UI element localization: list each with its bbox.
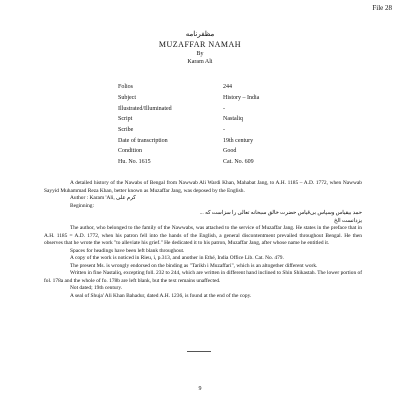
metadata-row — [118, 103, 328, 114]
urdu-title: مظفرنامه — [185, 30, 215, 38]
metadata-row — [118, 82, 328, 93]
metadata-label: Script — [118, 116, 133, 123]
page-number: 9 — [198, 386, 202, 392]
metadata-value: Good — [223, 148, 237, 155]
metadata-label: Illustrated/Illuminated — [118, 105, 172, 112]
author-name: Karam Ali — [187, 59, 213, 65]
beginning-text-end: یزدانست الخ — [334, 217, 362, 224]
metadata-label: Scribe — [118, 127, 134, 134]
metadata-value: - — [223, 105, 225, 112]
date-note: Not dated; 19th century. — [70, 285, 123, 291]
metadata-label: Hu. No. 1615 — [118, 159, 151, 166]
beginning-label: Beginning: — [70, 202, 94, 209]
metadata-value: History – India — [223, 95, 260, 102]
beginning-text: حمد بیقیاس وسپاس بی‌قیاس حضرت خالق سبحانه تعالی را سزاست که ... — [199, 210, 362, 216]
file-number: File 28 — [372, 4, 392, 12]
metadata-value: Cat. No. 609 — [223, 159, 254, 166]
metadata-row — [118, 157, 328, 168]
metadata-value: 244 — [223, 84, 232, 91]
copies-note: A copy of the work is noticed in Rieu, i, p.313, and another in Ethé, India Office Lib. Cat. No. 479. — [70, 255, 284, 261]
metadata-label: Date of transcription — [118, 137, 168, 144]
headings-note: Spaces for headings have been left blank throughout. — [70, 247, 185, 254]
metadata-row — [118, 114, 328, 125]
description-body — [44, 180, 362, 300]
metadata-row — [118, 125, 328, 136]
section-divider — [187, 351, 211, 352]
metadata-table — [118, 82, 328, 168]
metadata-row — [118, 135, 328, 146]
metadata-row — [118, 93, 328, 104]
metadata-row — [118, 146, 328, 157]
seal-note: A seal of Shuja' Ali Khan Bahadur, dated A.H. 1236, is found at the end of the copy. — [70, 292, 252, 299]
metadata-label: Folios — [118, 84, 134, 91]
metadata-value: - — [223, 127, 225, 134]
metadata-value: Nastaliq — [223, 116, 243, 123]
document-title: MUZAFFAR NAMAH — [158, 40, 242, 49]
metadata-value: 19th century — [223, 137, 254, 144]
by-label: By — [196, 51, 204, 57]
metadata-label: Subject — [118, 95, 136, 102]
script-note: Written in fine Nastaliq, excepting foll. 232 to 244, which are written in different hand inclined to Shin Shikastah. The lower portion of fol. 178a and the whole of fo. 178b are left blank, but the text remains unaffected. — [44, 270, 362, 284]
summary-paragraph: A detailed history of the Nawabs of Bengal from Nawwab Ali Wardi Khan, Mahabat Jang, to A.H. 1185 – A.D. 1772, when Nawwab Sayyid Muhammad Reza Khan, better known as Muzaffar Jang, was deposed by the English. — [44, 180, 362, 194]
author-line: Author : Karam 'Ali, کرم علی — [70, 195, 136, 201]
metadata-label: Condition — [118, 148, 143, 155]
author-paragraph: The author, who belonged to the family of the Nawwabs, was attached to the service of Muzaffar Jang. He states in the preface that in A.H. 1185 = A.D. 1772, when his patron fell into the hands of the English, a general discontentment prevailed throughout Bengal. He then observes that he wrote the work "to alleviate his grief." He dedicated it to his patron, Muzaffar Jang, after whose name he entitled it. — [44, 225, 362, 246]
binding-note: The present Ms. is wrongly endorsed on the binding as "Tarikh i Muzaffari", which is an altogether different work. — [70, 262, 318, 269]
